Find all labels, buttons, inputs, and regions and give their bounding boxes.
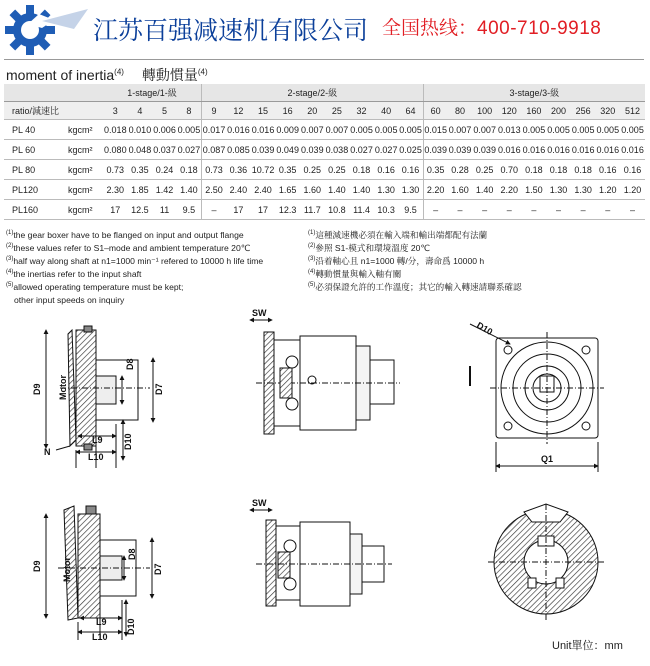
value-cell: 0.18 [177,160,202,180]
note-en [6,254,263,267]
value-cell: 0.35 [275,160,300,180]
model-cell: PL 40 [4,120,65,140]
drawing-gearbox-side-top [250,320,400,434]
value-cell: 0.016 [226,120,251,140]
value-cell: 0.025 [399,140,424,160]
value-cell: 9.5 [177,200,202,220]
note-text: the gear boxer have to be flanged on input and output flange [13,229,244,240]
value-cell: 11.7 [300,200,325,220]
note-en [6,241,263,254]
value-cell: – [596,200,621,220]
label-d7-bottom: D7 [153,563,163,575]
ratio-cell: 100 [472,102,497,120]
value-cell: 0.35 [423,160,448,180]
value-cell: 1.40 [177,180,202,200]
value-cell: 2.40 [226,180,251,200]
drawing-gearbox-side-bottom [250,510,392,606]
value-cell: – [472,200,497,220]
value-cell: – [546,200,571,220]
inertia-table [4,84,645,220]
value-cell: 0.005 [546,120,571,140]
value-cell: 1.42 [152,180,177,200]
label-motor-top: Motor [58,375,68,400]
value-cell: 0.36 [226,160,251,180]
value-cell: – [202,200,227,220]
ratio-cell: 5 [152,102,177,120]
note-en [6,280,263,293]
value-cell: 1.20 [620,180,645,200]
value-cell: 1.60 [448,180,473,200]
table-row [4,200,645,220]
value-cell: 0.048 [128,140,153,160]
label-l9-top: L9 [92,435,103,445]
value-cell: 1.60 [300,180,325,200]
ratio-cell: 160 [522,102,547,120]
ratio-cell: 25 [325,102,350,120]
ratio-cell: 40 [374,102,399,120]
note-text: 這種減速機必須在輸入端和輸出端都配有法蘭 [315,229,488,240]
value-cell: 0.039 [423,140,448,160]
note-number: (2) [308,243,316,250]
title-zh-note: (4) [197,67,208,77]
label-sw-top: SW [252,308,267,318]
label-d8-bottom: D8 [127,548,137,560]
hotline [382,13,601,40]
label-l10-bottom: L10 [92,632,108,642]
note-number: (5) [308,282,316,289]
value-cell: 0.005 [374,120,399,140]
title-zh: 轉動慣量 [141,67,198,83]
table-row [4,160,645,180]
unit-cell: kgcm² [65,200,103,220]
label-d8-top: D8 [125,358,135,370]
note-en [6,228,263,241]
value-cell: 0.35 [128,160,153,180]
table-row [4,120,645,140]
header-divider [4,59,644,60]
ratio-cell: 16 [275,102,300,120]
value-cell: 17 [103,200,128,220]
value-cell: – [497,200,522,220]
unit-cell: kgcm² [65,180,103,200]
value-cell: – [571,200,596,220]
value-cell: 0.027 [177,140,202,160]
value-cell: 2.20 [423,180,448,200]
value-cell: 0.007 [472,120,497,140]
ratio-cell: 15 [251,102,276,120]
ratio-cell: 8 [177,102,202,120]
value-cell: 0.038 [325,140,350,160]
value-cell: 0.18 [522,160,547,180]
value-cell: 0.73 [103,160,128,180]
value-cell: 1.30 [546,180,571,200]
label-n: N [44,447,51,457]
value-cell: 0.049 [275,140,300,160]
value-cell: 0.039 [300,140,325,160]
note-zh [308,228,522,241]
value-cell: 2.30 [103,180,128,200]
value-cell: 1.30 [374,180,399,200]
value-cell: – [522,200,547,220]
note-zh [308,241,522,254]
value-cell: 0.25 [300,160,325,180]
value-cell: – [423,200,448,220]
value-cell: 0.018 [103,120,128,140]
value-cell: 0.016 [596,140,621,160]
value-cell: 0.005 [596,120,621,140]
ratio-cell: 256 [571,102,596,120]
label-sw-bottom: SW [252,498,267,508]
value-cell: 0.28 [448,160,473,180]
note-text: 必須保證允許的工作溫度；其它的輸入轉速請聯系確認 [315,282,522,293]
label-d10-front: D10 [475,320,495,337]
unit-cell: kgcm² [65,120,103,140]
value-cell: 0.007 [325,120,350,140]
label-d9-top: D9 [32,383,42,395]
ratio-cell: 9 [202,102,227,120]
value-cell: 1.65 [275,180,300,200]
value-cell: 0.25 [325,160,350,180]
value-cell: 11.4 [349,200,374,220]
technical-drawings [0,300,650,642]
value-cell: 0.085 [226,140,251,160]
model-cell: PL 60 [4,140,65,160]
note-number: (3) [6,256,14,263]
ratio-cell: 4 [128,102,153,120]
company-name: 江苏百强减速机有限公司 [93,17,369,45]
label-l10-top: L10 [88,452,104,462]
value-cell: 0.015 [423,120,448,140]
value-cell: 1.85 [128,180,153,200]
note-number: (4) [6,269,14,276]
value-cell: 1.50 [522,180,547,200]
ratio-cell: 64 [399,102,424,120]
label-d10-bottom: D10 [126,618,136,635]
value-cell: 0.005 [522,120,547,140]
value-cell: 0.005 [177,120,202,140]
label-d10-top: D10 [123,433,133,450]
section-title [6,65,208,85]
note-number: (2) [6,243,14,250]
ratio-row [4,102,645,120]
note-text: 參照 S1-模式和環境溫度 20℃ [315,242,431,253]
value-cell: 0.039 [472,140,497,160]
note-number: (4) [308,269,316,276]
value-cell: 1.20 [596,180,621,200]
notes-english [6,228,263,306]
value-cell: 1.30 [399,180,424,200]
value-cell: 0.039 [448,140,473,160]
header [0,0,650,58]
value-cell: 0.005 [399,120,424,140]
ratio-cell: 80 [448,102,473,120]
ratio-cell: 200 [546,102,571,120]
note-number: (1) [6,230,14,236]
value-cell: 0.016 [546,140,571,160]
value-cell: 0.016 [620,140,645,160]
note-text: these values refer to S1–mode and ambient temperature 20℃ [13,242,251,253]
value-cell: 10.3 [374,200,399,220]
label-motor-bottom: Motor [62,557,72,582]
ratio-cell: 120 [497,102,522,120]
note-text: the inertias refer to the input shaft [13,269,142,280]
value-cell: 0.007 [300,120,325,140]
value-cell: 0.027 [374,140,399,160]
label-d9-bottom: D9 [32,560,42,572]
note-zh [308,280,522,293]
note-en [6,267,263,280]
value-cell: – [620,200,645,220]
value-cell: 0.009 [275,120,300,140]
title-en-note: (4) [114,67,124,77]
value-cell: 0.005 [571,120,596,140]
value-cell: 0.087 [202,140,227,160]
value-cell: 0.037 [152,140,177,160]
value-cell: 0.18 [349,160,374,180]
value-cell: 0.005 [620,120,645,140]
value-cell: 0.080 [103,140,128,160]
value-cell: 0.16 [596,160,621,180]
note-text: 沿着軸心且 n1=1000 轉/分，壽命爲 10000 h [315,255,485,266]
value-cell: 0.016 [571,140,596,160]
note-zh [308,254,522,267]
title-en: moment of inertia [6,67,115,83]
value-cell: 0.027 [349,140,374,160]
model-cell: PL120 [4,180,65,200]
value-cell: 12.5 [128,200,153,220]
value-cell: 0.039 [251,140,276,160]
value-cell: 17 [226,200,251,220]
value-cell: 11 [152,200,177,220]
value-cell: 0.73 [202,160,227,180]
value-cell: 0.16 [374,160,399,180]
value-cell: 0.016 [522,140,547,160]
note-text: other input speeds on inquiry [14,295,125,306]
value-cell: 0.16 [399,160,424,180]
model-cell: PL 80 [4,160,65,180]
unit-cell: kgcm² [65,140,103,160]
value-cell: – [448,200,473,220]
note-number: (5) [6,282,14,289]
note-text: 轉動慣量與輸入軸有關 [315,269,402,280]
value-cell: 1.40 [349,180,374,200]
value-cell: 0.70 [497,160,522,180]
ratio-cell: 60 [423,102,448,120]
value-cell: 0.016 [251,120,276,140]
stage3-header: 3-stage/3-級 [423,84,645,102]
value-cell: 1.30 [571,180,596,200]
value-cell: 2.50 [202,180,227,200]
value-cell: 0.006 [152,120,177,140]
value-cell: 9.5 [399,200,424,220]
unit-label: Unit單位：mm [552,640,623,652]
ratio-label: ratio/減速比 [4,102,103,120]
value-cell: 0.24 [152,160,177,180]
note-text: allowed operating temperature must be kept; [13,282,184,293]
table-row [4,180,645,200]
value-cell: 12.3 [275,200,300,220]
ratio-cell: 20 [300,102,325,120]
unit-cell: kgcm² [65,160,103,180]
value-cell: 0.18 [571,160,596,180]
hotline-number: 400-710-9918 [477,18,602,39]
value-cell: 0.16 [620,160,645,180]
drawing-section-view [488,504,604,620]
value-cell: 0.005 [349,120,374,140]
ratio-cell: 320 [596,102,621,120]
note-number: (1) [308,230,316,236]
label-d7-top: D7 [154,383,164,395]
hotline-label: 全国热线： [382,18,478,39]
value-cell: 2.20 [497,180,522,200]
value-cell: 0.18 [546,160,571,180]
ratio-cell: 512 [620,102,645,120]
ratio-cell: 32 [349,102,374,120]
value-cell: 10.8 [325,200,350,220]
value-cell: 17 [251,200,276,220]
model-cell: PL160 [4,200,65,220]
value-cell: 0.017 [202,120,227,140]
note-zh [308,267,522,280]
gear-logo-icon [2,3,92,55]
note-number: (3) [308,256,316,263]
stage1-header: 1-stage/1-級 [103,84,202,102]
value-cell: 1.40 [325,180,350,200]
value-cell: 2.40 [251,180,276,200]
table-row [4,140,645,160]
value-cell: 0.25 [472,160,497,180]
value-cell: 10.72 [251,160,276,180]
value-cell: 1.40 [472,180,497,200]
value-cell: 0.010 [128,120,153,140]
ratio-cell: 3 [103,102,128,120]
value-cell: 0.013 [497,120,522,140]
label-l9-bottom: L9 [96,617,107,627]
value-cell: 0.007 [448,120,473,140]
ratio-cell: 12 [226,102,251,120]
stage2-header: 2-stage/2-級 [202,84,424,102]
value-cell: 0.016 [497,140,522,160]
drawing-flange-front [470,324,604,472]
stage-header-row [4,84,645,102]
notes-chinese [308,228,522,293]
label-q1: Q1 [541,454,554,464]
note-text: half way along shaft at n1=1000 min⁻¹ refered to 10000 h life time [13,255,264,266]
